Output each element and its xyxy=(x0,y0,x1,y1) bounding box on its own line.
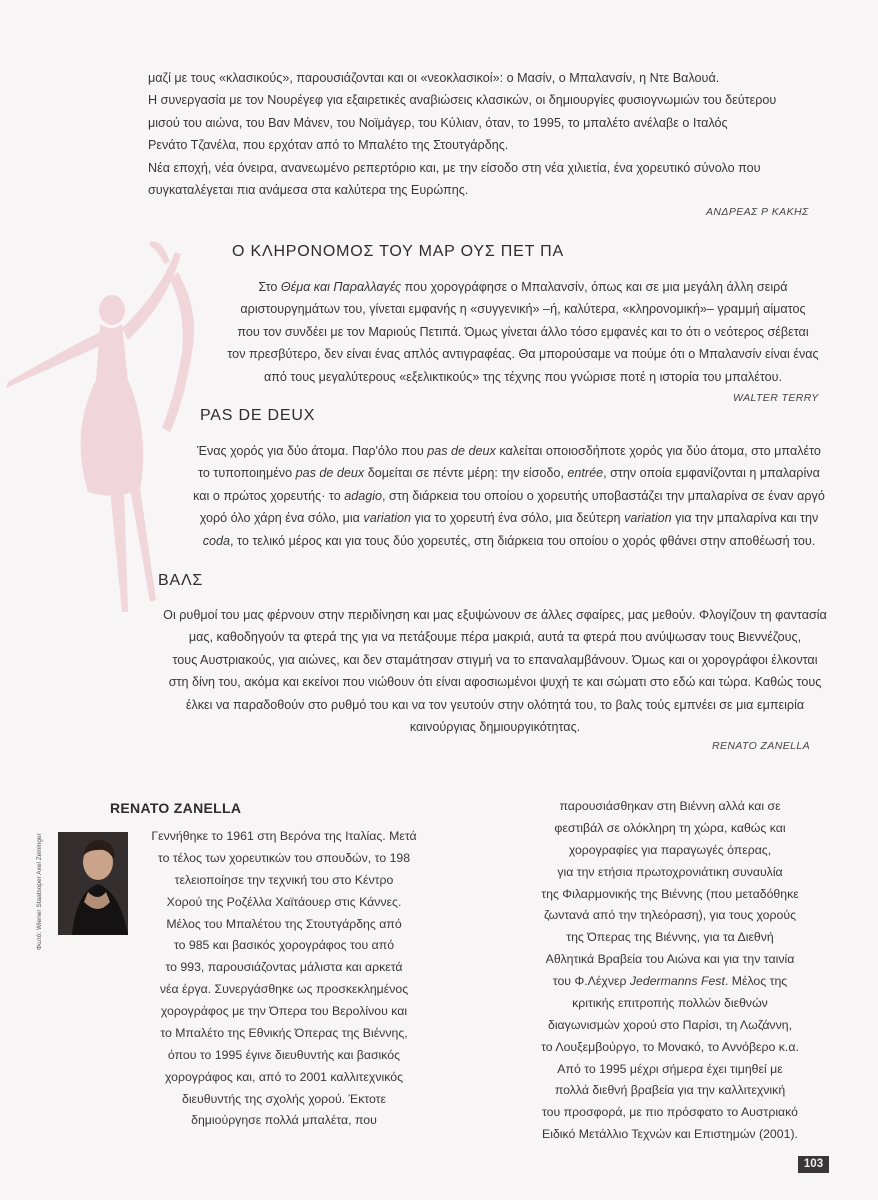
text-line: μαζί με τους «κλασικούς», παρουσιάζονται και οι «νεοκλασικοί»: ο Μασίν, ο Μπαλανσίν, η Ντε Βαλουά. xyxy=(148,71,720,85)
text-line: Μέλος του Μπαλέτου της Στουτγάρδης από xyxy=(166,916,402,931)
text-line: Ένας χορός για δύο άτομα. Παρ'όλο που pas de deux καλείται οποιοσδήποτε χορός για δύο άτομα, στο μπαλέτο xyxy=(197,444,821,458)
text-line: Χορού της Ροζέλλα Χαϊτάουερ στις Κάννες. xyxy=(166,894,402,909)
bio-title: RENATO ZANELLA xyxy=(110,800,242,816)
text-line: Ειδικό Μετάλλιο Τεχνών και Επιστημών (2001). xyxy=(542,1127,798,1142)
section1-author: WALTER TERRY xyxy=(733,392,819,404)
section-heading: PAS DE DEUX xyxy=(200,407,316,424)
text-line: χορογράφος με την Όπερα του Βερολίνου και xyxy=(160,1004,408,1018)
text-line: το τέλος των χορευτικών του σπουδών, το 198 xyxy=(157,850,411,865)
text-line: του προσφορά, με πιο πρόσφατο το Αυστριακό xyxy=(541,1105,798,1120)
text-line: πολλά διεθνή βραβεία για την καλλιτεχνική xyxy=(554,1083,786,1098)
bio-right-column xyxy=(522,796,818,1146)
text-line: τον πρεσβύτερο, δεν είναι ένας απλός αντιγραφέας. Θα μπορούσαμε να πούμε ότι ο Μπαλανσίν είναι ένας xyxy=(227,347,819,362)
text-line: Γεννήθηκε το 1961 στη Βερόνα της Ιταλίας. Μετά xyxy=(151,829,417,843)
text-line: Ρενάτο Τζανέλα, που ερχόταν από το Μπαλέτο της Στουτγάρδης. xyxy=(148,138,509,153)
text-line: τελειοποίησε την τεχνική του στο Κέντρο xyxy=(174,872,394,887)
text-line: της Φιλαρμονικής της Βιέννης (που μεταδόθηκε xyxy=(541,886,799,901)
photo-credit: Φωτό: Wiener Staatsoper Axel Zeininger xyxy=(36,833,43,950)
text-line: Οι ρυθμοί του μας φέρνουν στην περιδίνηση και μας εξυψώνουν σε άλλες σφαίρες, μας μεθούν. Φλογίζουν τη φαντασία xyxy=(163,608,827,622)
text-line: καινούργιας δημιουργικότητας. xyxy=(409,720,581,735)
text-line: μισού του αιώνα, του Βαν Μάνεν, του Νοϊμάγερ, του Κύλιαν, όταν, το 1995, το μπαλέτο ανέλαβε ο Ιταλός xyxy=(148,115,728,130)
text-line: ζωντανά από την τηλεόραση), για τους χορούς xyxy=(544,908,796,923)
text-line: παρουσιάσθηκαν στη Βιέννη αλλά και σε xyxy=(559,799,781,813)
text-line: το 985 και βασικός χορογράφος του από xyxy=(173,938,395,953)
text-line: χορογράφος και, από το 2001 καλλιτεχνικός xyxy=(164,1069,403,1084)
portrait-photo xyxy=(58,832,128,935)
bio-left-column xyxy=(138,826,430,1132)
text-line: της Όπερας της Βιέννης, για τα Διεθνή xyxy=(566,930,774,945)
text-line: και ο πρώτος χορευτής· το adagio, στη διάρκεια του οποίου ο χορευτής υποβαστάζει την μπαλαρίνα σε έναν αργό xyxy=(193,488,825,503)
text-line: συγκαταλέγεται πια ανάμεσα στα καλύτερα της Ευρώπης. xyxy=(148,183,469,198)
text-line: που τον συνδέει με τον Μαριούς Πετιπά. Όμως γίνεται άλλο τόσο εμφανές και το ότι ο νεότερος σέβεται xyxy=(237,324,809,339)
section-heading: ΒΑΛΣ xyxy=(158,572,204,589)
text-line: αριστουργημάτων του, γίνεται εμφανής η «συγγενική» –ή, καλύτερα, «κληρονομική»– γραμμή αίματος xyxy=(240,302,806,317)
text-line: όπου το 1995 έγινε διευθυντής και βασικός xyxy=(167,1047,401,1062)
text-line: νέα έργα. Συνεργάσθηκε ως προσκεκλημένος xyxy=(159,982,409,997)
intro-paragraph xyxy=(148,67,776,201)
text-line: έλκει να παραδοθούν στο ρυθμό του και να τον γευτούν στην ολότητά του, το βαλς τούς εμπνέει σε μια εμπειρία xyxy=(185,697,805,712)
text-line: Από το 1995 μέχρι σήμερα έχει τιμηθεί με xyxy=(557,1061,783,1076)
text-line: φεστιβάλ σε ολόκληρη τη χώρα, καθώς και xyxy=(554,820,786,835)
text-line: χορογραφίες για παραγωγές όπερας, xyxy=(568,842,772,857)
text-line: coda, το τελικό μέρος και για τους δύο χορευτές, στη διάρκεια του οποίου ο χορός φθάνει στην αποθέωσή του. xyxy=(202,533,816,548)
text-line: μας, καθοδηγούν τα φτερά της για να πετάξουμε πέρα μακριά, αυτά τα φτερά που ανύψωσαν τους Βιεννέζους, xyxy=(188,630,802,645)
section2-paragraph xyxy=(164,440,854,552)
text-line: Στο Θέμα και Παραλλαγές που χορογράφησε ο Μπαλανσίν, όπως και σε μια μεγάλη άλλη σειρά xyxy=(258,280,788,294)
text-line: Αθλητικά Βραβεία του Αιώνα και για την ταινία xyxy=(545,952,795,967)
text-line: διευθυντής της σχολής χορού. Έκτοτε xyxy=(181,1091,387,1106)
section3-paragraph xyxy=(130,604,860,738)
text-line: το Λουξεμβούργο, το Μονακό, το Αννόβερο κ.α. xyxy=(541,1039,799,1054)
text-line: χορό όλο χάρη ένα σόλο, μια variation για το χορευτή ένα σόλο, μια δεύτερη variation για την μπαλαρίνα και την xyxy=(199,511,819,526)
text-line: το τυποποιημένο pas de deux δομείται σε πέντε μέρη: την είσοδο, entrée, στην οποία εμφανίζονται η μπαλαρίνα xyxy=(198,466,820,481)
text-line: για την ετήσια πρωτοχρονιάτικη συναυλία xyxy=(557,864,783,879)
text-line: κριτικής επιτροπής πολλών διεθνών xyxy=(572,995,768,1010)
text-line: το 993, παρουσιάζοντας μάλιστα και αρκετά xyxy=(165,960,403,975)
text-line: το Μπαλέτο της Εθνικής Όπερας της Βιέννης, xyxy=(160,1025,408,1040)
intro-author: ΑΝΔΡΕΑΣ Ρ ΚΑΚΗΣ xyxy=(706,206,809,218)
section3-author: RENATO ZANELLA xyxy=(712,740,810,752)
text-line: Νέα εποχή, νέα όνειρα, ανανεωμένο ρεπερτόριο και, με την είσοδο στη νέα χιλιετία, ένα χορευτικό σύνολο που xyxy=(148,160,761,175)
text-line: από τους μεγαλύτερους «εξελικτικούς» της τέχνης που γνώρισε ποτέ η ιστορία του μπαλέτου. xyxy=(263,369,783,384)
text-line: στη δίνη του, ακόμα και εκείνοι που νιώθουν ότι είναι αφοσιωμένοι ψυχή τε και σώματι στο εδώ και τώρα. Καθώς τους xyxy=(168,675,822,690)
section1-paragraph xyxy=(196,276,850,388)
text-line: διαγωνισμών χορού στο Παρίσι, τη Λωζάννη, xyxy=(547,1017,792,1032)
page-number: 103 xyxy=(798,1156,829,1173)
text-line: του Φ.Λέχνερ Jedermanns Fest. Μέλος της xyxy=(552,974,788,988)
text-line: Η συνεργασία με τον Νουρέγεφ για εξαιρετικές αναβιώσεις κλασικών, οι δημιουργίες φυσιογνωμιών του δεύτερου xyxy=(148,93,777,108)
section-heading: Ο ΚΛΗΡΟΝΟΜΟΣ ΤΟΥ ΜΑΡ ΟΥΣ ΠΕΤ ΠΑ xyxy=(232,243,564,260)
text-line: δημιούργησε πολλά μπαλέτα, που xyxy=(191,1113,377,1128)
text-line: τους Αυστριακούς, για αιώνες, και δεν σταμάτησαν στιγμή να το επαναλαμβάνουν. Όμως και οι χορογράφοι έλκονται xyxy=(172,652,818,667)
